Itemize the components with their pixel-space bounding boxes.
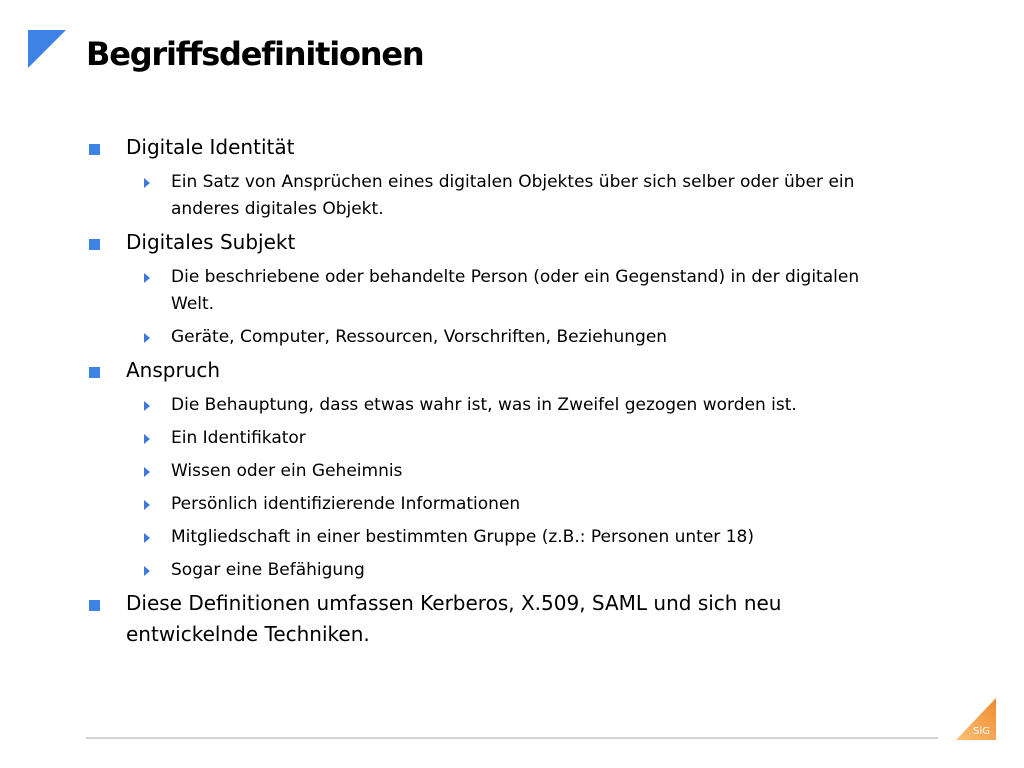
- square-bullet-icon: [89, 600, 100, 611]
- sub-bullet-item: [86, 524, 906, 551]
- sub-bullet-label: Sogar eine Befähigung: [171, 560, 365, 580]
- bullet-label: Diese Definitionen umfassen Kerberos, X.509, SAML und sich neu entwickelnde Techniken.: [126, 591, 782, 646]
- logo-text: SiG: [973, 726, 990, 737]
- sub-bullet-label: Die Behauptung, dass etwas wahr ist, was in Zweifel gezogen worden ist.: [171, 395, 797, 415]
- bullet-item: [86, 355, 906, 386]
- triangle-bullet-icon: [144, 500, 150, 510]
- bullet-label: Digitale Identität: [126, 135, 295, 159]
- triangle-bullet-icon: [144, 333, 150, 343]
- sub-bullet-label: Wissen oder ein Geheimnis: [171, 461, 403, 481]
- sub-bullet-item: [86, 425, 906, 452]
- sub-bullet-label: Ein Identifikator: [171, 428, 306, 448]
- sub-bullet-list: [86, 169, 906, 223]
- sub-bullet-item: [86, 557, 906, 584]
- sub-bullet-label: Geräte, Computer, Ressourcen, Vorschriften, Beziehungen: [171, 327, 668, 347]
- bullet-label: Digitales Subjekt: [126, 230, 296, 254]
- sub-bullet-item: [86, 324, 906, 351]
- footer-divider: [86, 737, 938, 739]
- triangle-bullet-icon: [144, 566, 150, 576]
- sub-bullet-label: Ein Satz von Ansprüchen eines digitalen Objektes über sich selber oder über ein anderes digitales Objekt.: [171, 172, 855, 219]
- sub-bullet-list: [86, 392, 906, 584]
- sub-bullet-label: Die beschriebene oder behandelte Person (oder ein Gegenstand) in der digitalen Welt.: [171, 267, 860, 314]
- sig-logo: [956, 698, 996, 740]
- sub-bullet-label: Mitgliedschaft in einer bestimmten Gruppe (z.B.: Personen unter 18): [171, 527, 754, 547]
- slide-title: Begriffsdefinitionen: [86, 35, 424, 73]
- sub-bullet-item: [86, 491, 906, 518]
- corner-triangle-icon: [28, 30, 68, 70]
- sub-bullet-label: Persönlich identifizierende Informationen: [171, 494, 521, 514]
- sub-bullet-item: [86, 264, 906, 318]
- square-bullet-icon: [89, 367, 100, 378]
- triangle-bullet-icon: [144, 467, 150, 477]
- triangle-bullet-icon: [144, 273, 150, 283]
- bullet-item: [86, 588, 906, 650]
- triangle-bullet-icon: [144, 178, 150, 188]
- sub-bullet-item: [86, 169, 906, 223]
- triangle-bullet-icon: [144, 533, 150, 543]
- bullet-item: [86, 132, 906, 163]
- triangle-bullet-icon: [144, 401, 150, 411]
- square-bullet-icon: [89, 144, 100, 155]
- bullet-label: Anspruch: [126, 358, 221, 382]
- sub-bullet-item: [86, 392, 906, 419]
- bullet-item: [86, 227, 906, 258]
- triangle-bullet-icon: [144, 434, 150, 444]
- sub-bullet-list: [86, 264, 906, 351]
- bullet-list: [86, 132, 906, 650]
- sub-bullet-item: [86, 458, 906, 485]
- square-bullet-icon: [89, 239, 100, 250]
